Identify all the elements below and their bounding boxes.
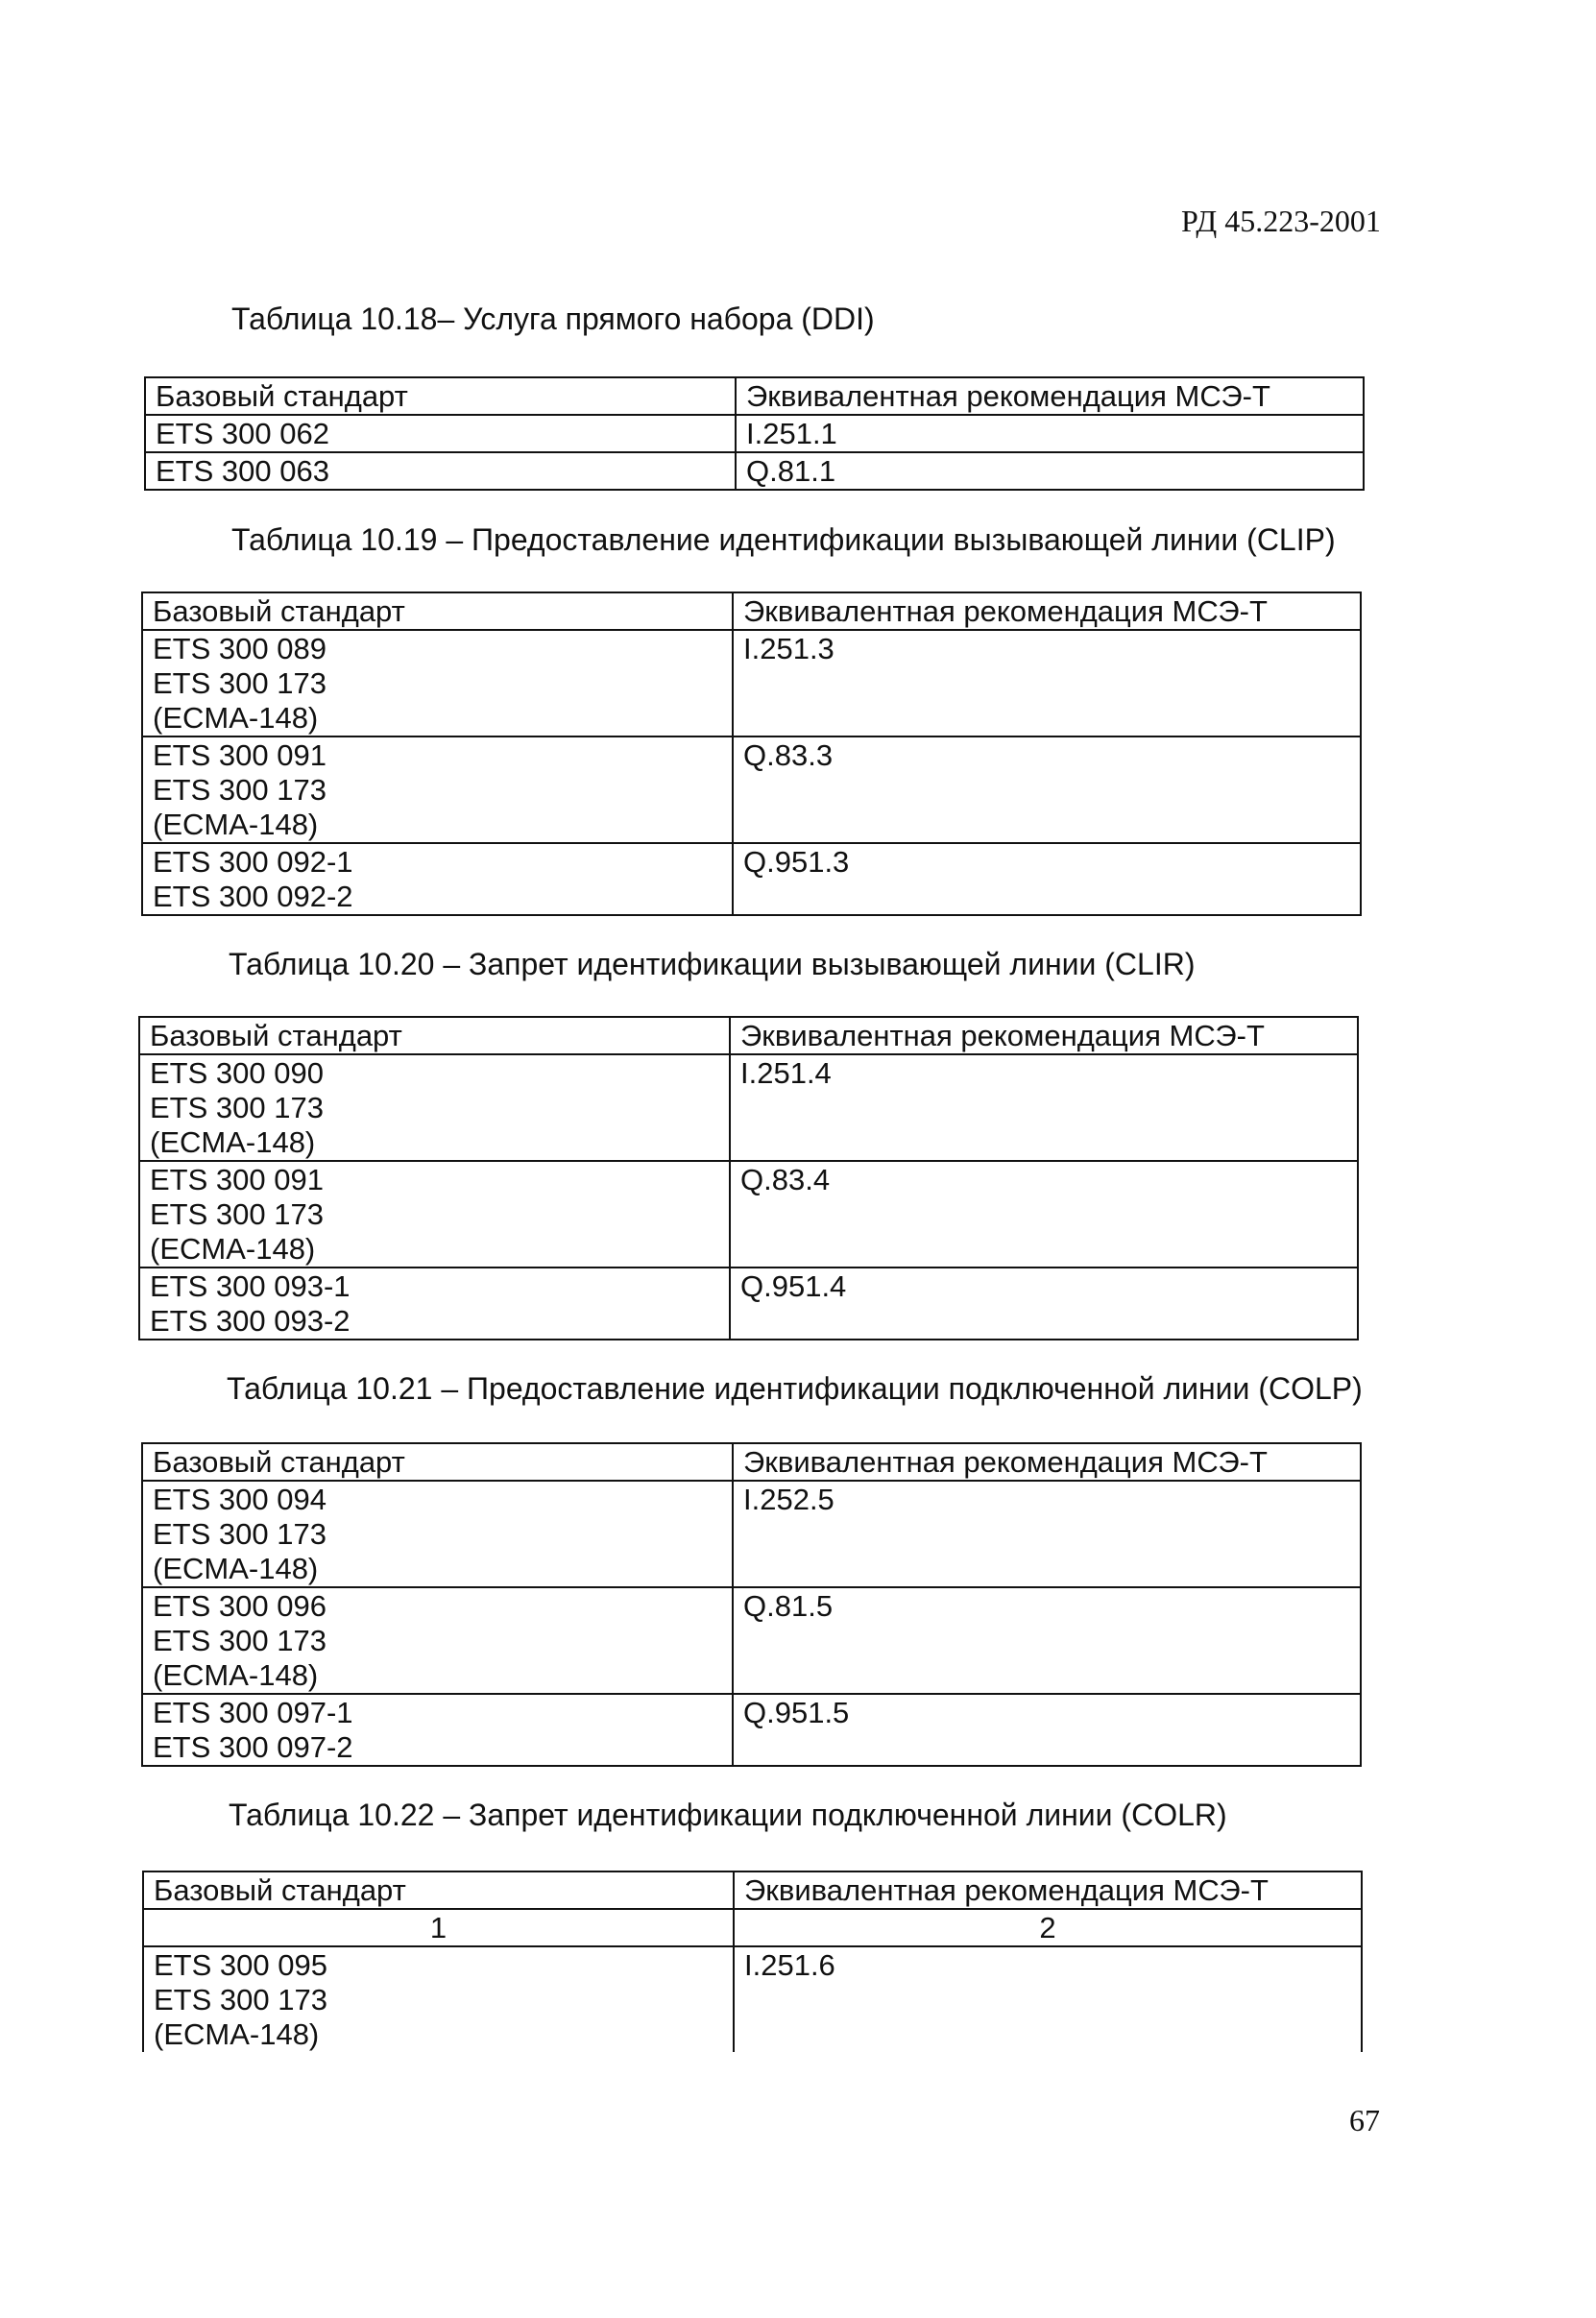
table-10-19: [141, 592, 1362, 916]
cell-itu-recommendation: I.251.1: [736, 415, 1364, 452]
table-caption-10-18: Таблица 10.18– Услуга прямого набора (DDI): [231, 302, 875, 336]
column-number: 1: [143, 1909, 734, 1946]
table-row: [142, 1694, 1361, 1766]
cell-base-standard: ETS 300 090 ETS 300 173 (ECMA-148): [139, 1054, 730, 1161]
table-row: [139, 1268, 1358, 1340]
table-row: [145, 452, 1364, 490]
table-row: [142, 1481, 1361, 1587]
header-itu-recommendation: Эквивалентная рекомендация МСЭ-Т: [734, 1871, 1362, 1909]
page-number: 67: [1349, 2103, 1380, 2137]
table-row: [142, 1587, 1361, 1694]
cell-base-standard: ETS 300 091 ETS 300 173 (ECMA-148): [142, 736, 733, 843]
table-10-18: [144, 376, 1365, 491]
table-row: [145, 415, 1364, 452]
column-number-row: [143, 1909, 1362, 1946]
column-number: 2: [734, 1909, 1362, 1946]
table-caption-10-22: Таблица 10.22 – Запрет идентификации подключенной линии (COLR): [229, 1798, 1227, 1832]
cell-itu-recommendation: Q.951.4: [730, 1268, 1358, 1340]
table-row: [139, 1161, 1358, 1268]
table-10-22: [142, 1871, 1363, 2052]
header-base-standard: Базовый стандарт: [142, 1443, 733, 1481]
cell-base-standard: ETS 300 094 ETS 300 173 (ECMA-148): [142, 1481, 733, 1587]
cell-base-standard: ETS 300 097-1 ETS 300 097-2: [142, 1694, 733, 1766]
cell-base-standard: ETS 300 093-1 ETS 300 093-2: [139, 1268, 730, 1340]
cell-itu-recommendation: Q.83.3: [733, 736, 1361, 843]
table-header-row: [143, 1871, 1362, 1909]
table-caption-10-20: Таблица 10.20 – Запрет идентификации вызывающей линии (CLIR): [229, 947, 1196, 981]
header-base-standard: Базовый стандарт: [139, 1017, 730, 1054]
cell-base-standard: ETS 300 092-1 ETS 300 092-2: [142, 843, 733, 915]
table-header-row: [139, 1017, 1358, 1054]
cell-base-standard: ETS 300 096 ETS 300 173 (ECMA-148): [142, 1587, 733, 1694]
table-10-20: [138, 1016, 1359, 1340]
cell-base-standard: ETS 300 062: [145, 415, 736, 452]
table-caption-10-19: Таблица 10.19 – Предоставление идентификации вызывающей линии (CLIP): [231, 522, 1336, 557]
header-itu-recommendation: Эквивалентная рекомендация МСЭ-Т: [733, 592, 1361, 630]
cell-itu-recommendation: I.251.4: [730, 1054, 1358, 1161]
cell-base-standard: ETS 300 063: [145, 452, 736, 490]
table-row: [139, 1054, 1358, 1161]
cell-itu-recommendation: Q.81.5: [733, 1587, 1361, 1694]
cell-itu-recommendation: I.251.3: [733, 630, 1361, 736]
table-header-row: [142, 592, 1361, 630]
cell-itu-recommendation: Q.951.5: [733, 1694, 1361, 1766]
cell-base-standard: ETS 300 091 ETS 300 173 (ECMA-148): [139, 1161, 730, 1268]
table-row: [142, 843, 1361, 915]
cell-itu-recommendation: Q.951.3: [733, 843, 1361, 915]
cell-itu-recommendation: Q.83.4: [730, 1161, 1358, 1268]
cell-itu-recommendation: I.251.6: [734, 1946, 1362, 2052]
table-10-21: [141, 1442, 1362, 1767]
table-caption-10-21: Таблица 10.21 – Предоставление идентификации подключенной линии (COLP): [227, 1371, 1363, 1406]
header-base-standard: Базовый стандарт: [142, 592, 733, 630]
table-header-row: [142, 1443, 1361, 1481]
header-base-standard: Базовый стандарт: [145, 377, 736, 415]
header-itu-recommendation: Эквивалентная рекомендация МСЭ-Т: [733, 1443, 1361, 1481]
cell-base-standard: ETS 300 095 ETS 300 173 (ECMA-148): [143, 1946, 734, 2052]
table-row: [142, 630, 1361, 736]
header-base-standard: Базовый стандарт: [143, 1871, 734, 1909]
cell-itu-recommendation: Q.81.1: [736, 452, 1364, 490]
table-row: [143, 1946, 1362, 2052]
cell-itu-recommendation: I.252.5: [733, 1481, 1361, 1587]
document-code: РД 45.223-2001: [1181, 204, 1381, 238]
table-row: [142, 736, 1361, 843]
header-itu-recommendation: Эквивалентная рекомендация МСЭ-Т: [730, 1017, 1358, 1054]
cell-base-standard: ETS 300 089 ETS 300 173 (ECMA-148): [142, 630, 733, 736]
header-itu-recommendation: Эквивалентная рекомендация МСЭ-Т: [736, 377, 1364, 415]
table-header-row: [145, 377, 1364, 415]
